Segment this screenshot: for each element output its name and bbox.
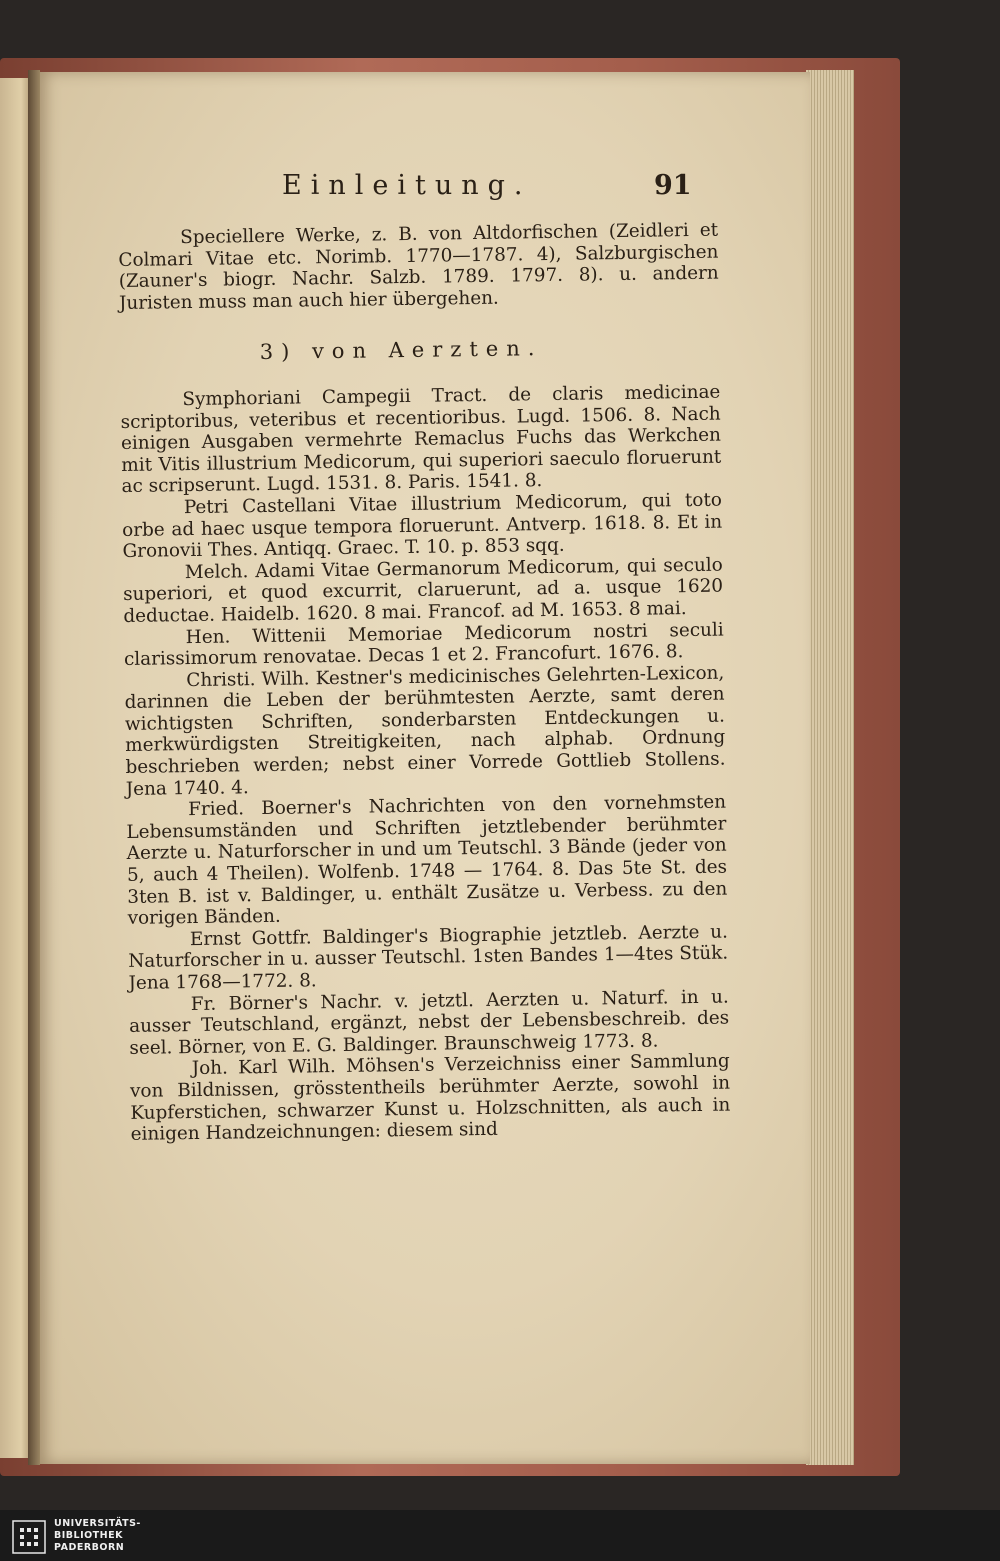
library-logo-bar	[0, 1512, 1000, 1561]
bibliography-entry: Ernst Gottfr. Baldinger's Biographie jetztleb. Aerzte u. Naturforscher in u. ausser Teutschl. 1sten Bandes 1—4tes Stük. Jena 1768—1772. 8.	[128, 921, 729, 994]
bibliography-entry: Petri Castellani Vitae illustrium Medicorum, qui toto orbe ad haec usque tempora floruerunt. Antverp. 1618. 8. Et in Gronovii Thes. Antiqq. Graec. T. 10. p. 853 sqq.	[122, 489, 723, 563]
text-block	[118, 220, 731, 1146]
running-head: Einleitung.	[282, 170, 532, 201]
bibliography-entry: Melch. Adami Vitae Germanorum Medicorum, qui seculo superiori, et quod excurrit, claruerunt, ad a. usque 1620 deductae. Haidelb. 1620. 8 mai. Francof. ad M. 1653. 8 mai.	[122, 554, 724, 627]
bibliography-entry: Christi. Wilh. Kestner's medicinisches Gelehrten-Lexicon, darinnen die Leben der berühmtesten Aerzte, samt deren wichtigsten Schriften, sonderbarsten Entdeckungen u. merkwürdigsten Streitigkeiten, nach alphab. Ordnung beschrieben werden; nebst einer Vorrede Gottlieb Stollens. Jena 1740. 4.	[124, 662, 726, 800]
bibliography-entry: Fr. Börner's Nachr. v. jetztl. Aerzten u. Naturf. in u. ausser Teutschland, ergänzt, nebst der Lebensbeschreib. des seel. Börner, von E. G. Baldinger. Braunschweig 1773. 8.	[129, 986, 730, 1059]
logo-line-3: PADERBORN	[54, 1542, 125, 1553]
library-logo-icon	[12, 1520, 46, 1554]
page-header	[0, 170, 1000, 210]
paragraph-intro: Speciellere Werke, z. B. von Altdorfischen (Zeidleri et Colmari Vitae etc. Norimb. 1770—1787. 4), Salzburgischen (Zauner's biogr. Nachr. Salzb. 1789. 1797. 8). u. andern Juristen muss man auch hier übergehen.	[118, 219, 719, 314]
section-title: 3) von Aerzten.	[259, 336, 543, 365]
page-number: 91	[654, 170, 692, 201]
left-page-edge	[0, 78, 30, 1458]
library-logo-text	[54, 1518, 141, 1554]
bibliography-entry: Fried. Boerner's Nachrichten von den vornehmsten Lebensumständen und Schriften jetztlebender berühmter Aerzte u. Naturforscher in und um Teutschl. 3 Bände (jeder von 5, auch 4 Theilen). Wolfenb. 1748 — 1764. 8. Das 5te St. des 3ten B. ist v. Baldinger, u. enthält Zusätze u. Verbess. zu den vorigen Bänden.	[126, 791, 728, 930]
bibliography-entry: Hen. Wittenii Memoriae Medicorum nostri seculi clarissimorum renovatae. Decas 1 et 2. Francofurt. 1676. 8.	[123, 619, 724, 671]
book-gutter	[28, 70, 40, 1465]
logo-line-2: BIBLIOTHEK	[54, 1530, 123, 1541]
bibliography-entry: Joh. Karl Wilh. Möhsen's Verzeichniss einer Sammlung von Bildnissen, grösstentheils berühmter Aerzte, sowohl in Kupferstichen, schwarzer Kunst u. Holzschnitten, als auch in einigen Handzeichnungen: diesem sind	[129, 1050, 731, 1146]
logo-line-1: UNIVERSITÄTS-	[54, 1518, 141, 1529]
bibliography-entry: Symphoriani Campegii Tract. de claris medicinae scriptoribus, veteribus et recentioribus. Lugd. 1506. 8. Nach einigen Ausgaben vermehrte Remaclus Fuchs das Werkchen mit Vitis illustrium Medicorum, qui superiori saeculo floruerunt ac scripserunt. Lugd. 1531. 8. Paris. 1541. 8.	[120, 381, 722, 498]
page-edges	[806, 70, 854, 1465]
